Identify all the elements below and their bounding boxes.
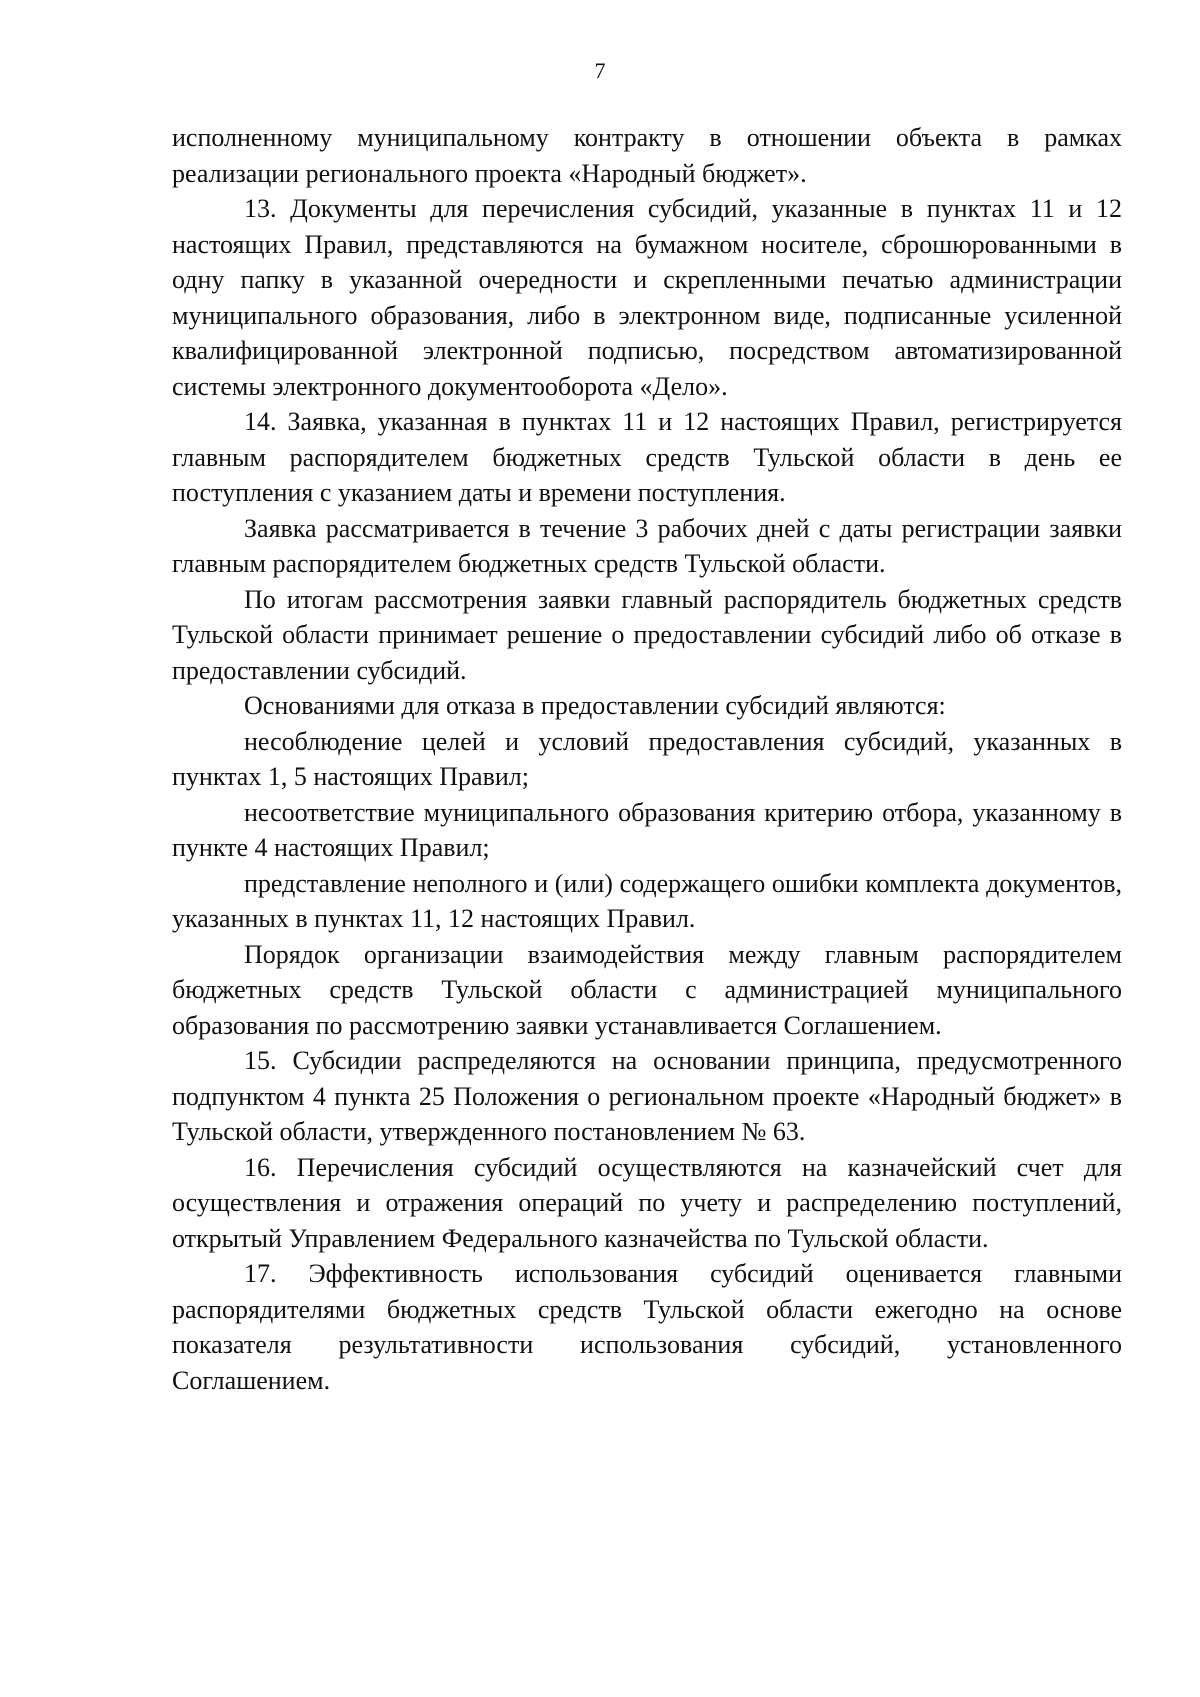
- paragraph-application-review: Заявка рассматривается в течение 3 рабочих дней с даты регистрации заявки главным распорядителем бюджетных средств Тульской области.: [172, 513, 1122, 578]
- paragraph-13: 13. Документы для перечисления субсидий, указанные в пунктах 11 и 12 настоящих Правил, представляются на бумажном носителе, сброшюрованными в одну папку в указанной очередности и скрепленными печатью администрации муниципального образования, либо в электронном виде, подписанные усиленной квалифицированной электронной подписью, посредством автоматизированной системы электронного документооборота «Дело».: [172, 194, 1122, 401]
- page-number: 7: [594, 58, 606, 83]
- document-body: [172, 120, 1122, 1398]
- paragraph-review-results: По итогам рассмотрения заявки главный распорядитель бюджетных средств Тульской области принимает решение о предоставлении субсидий либо об отказе в предоставлении субсидий.: [172, 584, 1122, 685]
- paragraph-continuation: исполненному муниципальному контракту в отношении объекта в рамках реализации регионального проекта «Народный бюджет».: [172, 123, 1122, 188]
- paragraph-17: 17. Эффективность использования субсидий оценивается главными распорядителями бюджетных средств Тульской области ежегодно на основе показателя результативности использования субсидий, установленного Соглашением.: [172, 1259, 1122, 1395]
- paragraph-16: 16. Перечисления субсидий осуществляются на казначейский счет для осуществления и отражения операций по учету и распределению поступлений, открытый Управлением Федерального казначейства по Тульской области.: [172, 1152, 1122, 1253]
- paragraph-ground-3: представление неполного и (или) содержащего ошибки комплекта документов, указанных в пунктах 11, 12 настоящих Правил.: [172, 868, 1122, 933]
- paragraph-ground-2: несоответствие муниципального образования критерию отбора, указанному в пункте 4 настоящих Правил;: [172, 797, 1122, 862]
- paragraph-interaction-procedure: Порядок организации взаимодействия между главным распорядителем бюджетных средств Тульской области с администрацией муниципального образования по рассмотрению заявки устанавливается Соглашением.: [172, 939, 1122, 1040]
- paragraph-refusal-grounds: Основаниями для отказа в предоставлении субсидий являются:: [244, 691, 946, 720]
- paragraph-15: 15. Субсидии распределяются на основании принципа, предусмотренного подпунктом 4 пункта 25 Положения о региональном проекте «Народный бюджет» в Тульской области, утвержденного постановлением № 63.: [172, 1046, 1122, 1146]
- paragraph-ground-1: несоблюдение целей и условий предоставления субсидий, указанных в пунктах 1, 5 настоящих Правил;: [172, 726, 1122, 791]
- paragraph-14: 14. Заявка, указанная в пунктах 11 и 12 настоящих Правил, регистрируется главным распорядителем бюджетных средств Тульской области в день ее поступления с указанием даты и времени поступления.: [172, 407, 1122, 507]
